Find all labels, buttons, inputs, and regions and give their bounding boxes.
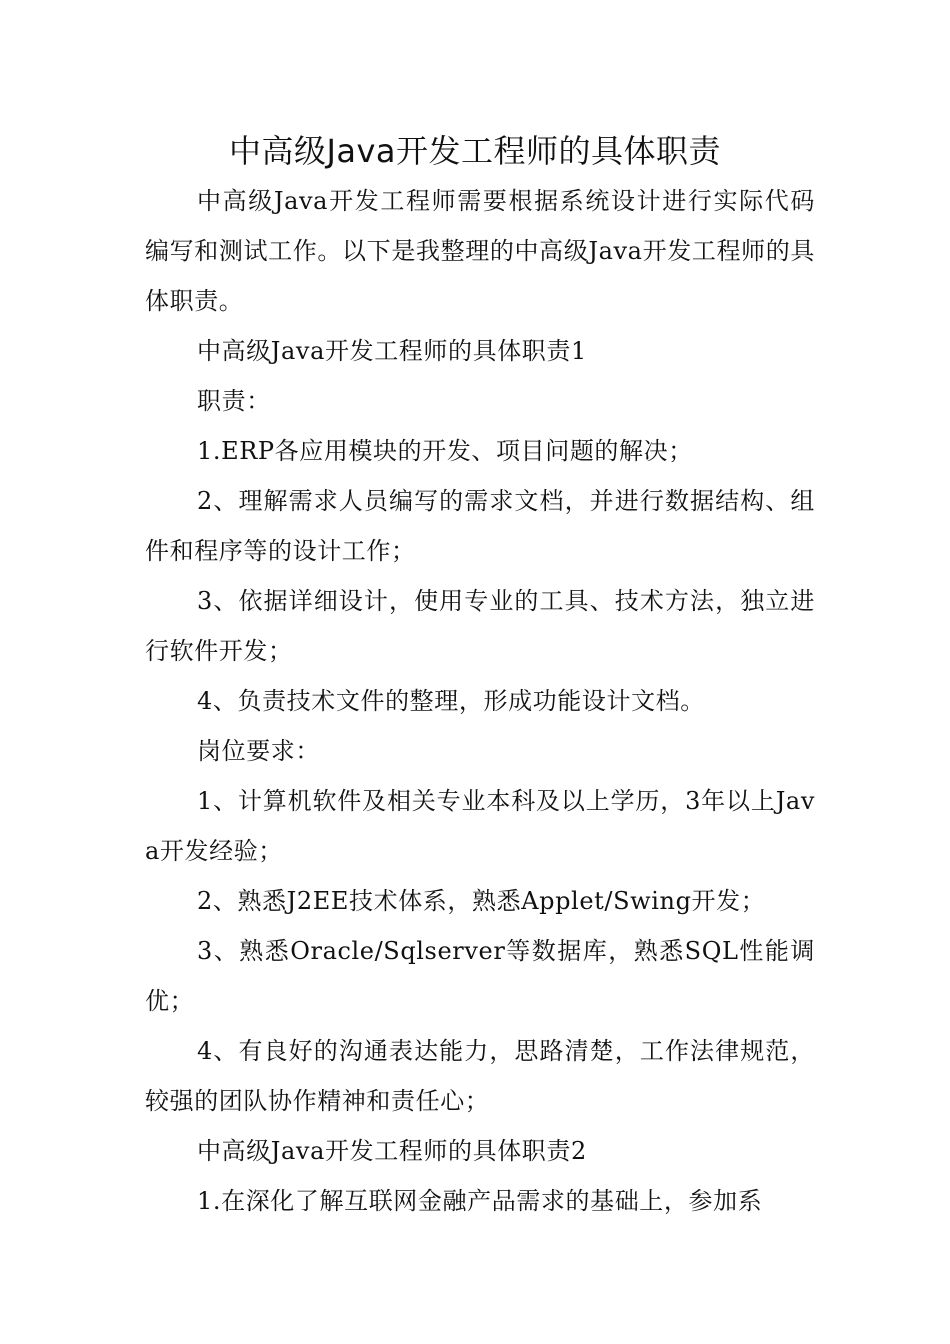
requirement-item-3: 3、熟悉Oracle/Sqlserver等数据库，熟悉SQL性能调优； xyxy=(145,937,815,1015)
responsibility-item-1: 1.ERP各应用模块的开发、项目问题的解决； xyxy=(197,437,693,465)
section2-item-1: 1.在深化了解互联网金融产品需求的基础上，参加系 xyxy=(197,1187,763,1215)
section-heading-2: 中高级Java开发工程师的具体职责2 xyxy=(197,1137,587,1165)
section-heading-1: 中高级Java开发工程师的具体职责1 xyxy=(197,337,587,365)
document-title: 中高级Java开发工程师的具体职责 xyxy=(228,132,722,170)
requirement-item-4: 4、有良好的沟通表达能力，思路清楚，工作法律规范，较强的团队协作精神和责任心； xyxy=(145,1037,815,1115)
requirements-label: 岗位要求： xyxy=(197,737,320,765)
requirement-item-1: 1、计算机软件及相关专业本科及以上学历，3年以上Java开发经验； xyxy=(145,787,815,865)
paragraph-intro: 中高级Java开发工程师需要根据系统设计进行实际代码编写和测试工作。以下是我整理的中高级Java开发工程师的具体职责。 xyxy=(145,187,815,315)
responsibilities-label: 职责： xyxy=(197,387,271,415)
document-body xyxy=(145,176,815,1226)
responsibility-item-4: 4、负责技术文件的整理，形成功能设计文档。 xyxy=(197,687,705,715)
requirement-item-2: 2、熟悉J2EE技术体系，熟悉Applet/Swing开发； xyxy=(197,887,766,915)
responsibility-item-3: 3、依据详细设计，使用专业的工具、技术方法，独立进行软件开发； xyxy=(145,587,815,665)
responsibility-item-2: 2、理解需求人员编写的需求文档，并进行数据结构、组件和程序等的设计工作； xyxy=(145,487,815,565)
